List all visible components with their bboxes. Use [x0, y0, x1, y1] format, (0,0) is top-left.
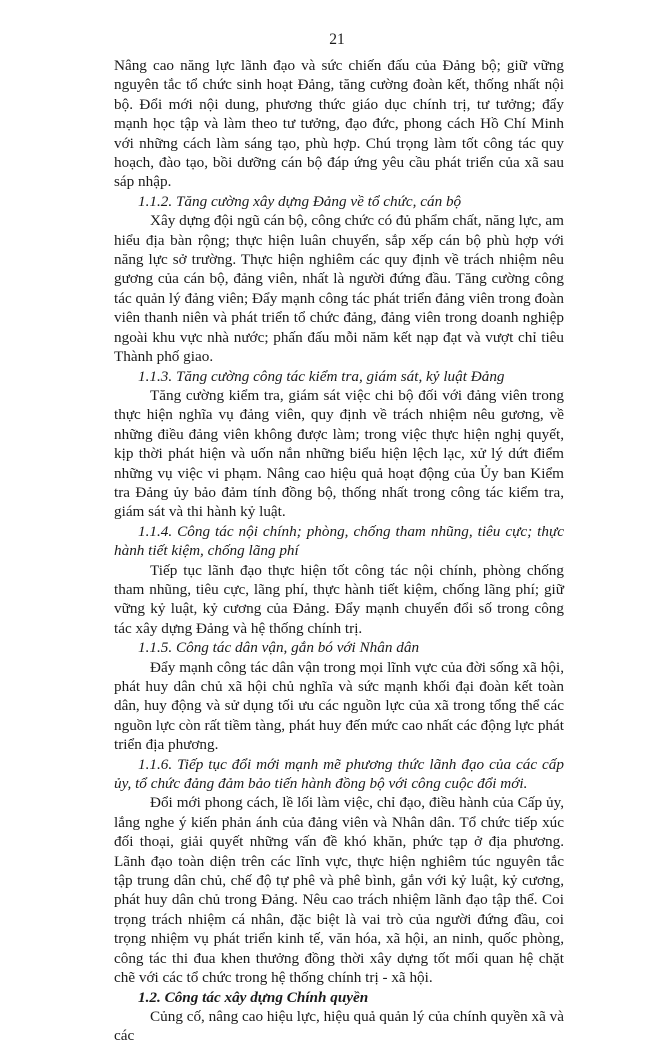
- heading-1-1-2: 1.1.2. Tăng cường xây dựng Đảng về tổ chức, cán bộ: [138, 192, 462, 210]
- paragraph-cadre-building: Xây dựng đội ngũ cán bộ, công chức có đủ phẩm chất, năng lực, am hiểu địa bàn rộng; thực hiện luân chuyển, sắp xếp cán bộ phù hợp với năng lực sở trường. Thực hiện nghiêm các quy định về trách nhiệm nêu gương của cán bộ, đảng viên, nhất là người đứng đầu. Tăng cường công tác quản lý đảng viên; Đẩy mạnh công tác phát triển đảng viên trong đoàn viên thanh niên và phát triển tổ chức đảng, đảng viên trong doanh nghiệp ngoài khu vực nhà nước; phấn đấu mỗi năm kết nạp đạt và vượt chỉ tiêu Thành phố giao.: [114, 212, 564, 366]
- heading-1-2: 1.2. Công tác xây dựng Chính quyền: [138, 988, 369, 1006]
- paragraph-leadership-method: Đổi mới phong cách, lề lối làm việc, chỉ đạo, điều hành của Cấp ủy, lắng nghe ý kiến phản ánh của đảng viên và Nhân dân. Tổ chức tiếp xúc đối thoại, giải quyết những vấn đề khó khăn, phức tạp ở địa phương. Lãnh đạo toàn diện trên các lĩnh vực, thực hiện nghiêm túc nguyên tắc tập trung dân chủ, chế độ tự phê và phê bình, gắn với kỷ luật, kỷ cương, phát huy dân chủ trong Đảng. Nêu cao trách nhiệm lãnh đạo tập thể. Coi trọng trách nhiệm cá nhân, đặc biệt là vai trò của người đứng đầu, coi trọng nhiệm vụ phát triển kinh tế, văn hóa, xã hội, an ninh, quốc phòng, công tác thi đua khen thưởng đồng thời xây dựng tốt mối quan hệ chặt chẽ với các tổ chức trong hệ thống chính trị - xã hội.: [114, 794, 564, 987]
- paragraph-inspection: Tăng cường kiểm tra, giám sát việc chi bộ đối với đảng viên trong thực hiện nghĩa vụ đảng viên, quy định về trách nhiệm nêu gương, về những điều đảng viên không được làm; trong việc thực hiện nghị quyết, kịp thời phát hiện và uốn nắn những biểu hiện lệch lạc, xử lý dứt điểm những vụ việc vi phạm. Nâng cao hiệu quả hoạt động của Ủy ban Kiểm tra Đảng ủy bảo đảm tính đồng bộ, thống nhất trong công tác kiểm tra, giám sát và thi hành kỷ luật.: [114, 386, 564, 521]
- paragraph-party-leadership: Nâng cao năng lực lãnh đạo và sức chiến đấu của Đảng bộ; giữ vững nguyên tắc tổ chức sinh hoạt Đảng, tăng cường đoàn kết, thống nhất nội bộ. Đổi mới nội dung, phương thức giáo dục chính trị, tư tưởng; đẩy mạnh học tập và làm theo tư tưởng, đạo đức, phong cách Hồ Chí Minh với những cách làm sáng tạo, phù hợp. Chú trọng làm tốt công tác quy hoạch, đào tạo, bồi dưỡng cán bộ đáp ứng yêu cầu phát triển của xã sau sáp nhập.: [114, 57, 564, 191]
- heading-1-1-6: 1.1.6. Tiếp tục đổi mới mạnh mẽ phương thức lãnh đạo của các cấp ủy, tổ chức đảng đảm bảo tiến hành đồng bộ với công cuộc đổi mới.: [114, 755, 564, 793]
- paragraph-anti-corruption: Tiếp tục lãnh đạo thực hiện tốt công tác nội chính, phòng chống tham nhũng, tiêu cực, lãng phí, thực hành tiết kiệm, chống lãng phí; giữ vững kỷ luật, kỷ cương của Đảng. Đẩy mạnh chuyển đổi số trong công tác xây dựng Đảng và hệ thống chính trị.: [114, 561, 564, 637]
- paragraph-mass-mobilization: Đẩy mạnh công tác dân vận trong mọi lĩnh vực của đời sống xã hội, phát huy dân chủ xã hội chủ nghĩa và sức mạnh khối đại đoàn kết toàn dân, huy động và sử dụng tối ưu các nguồn lực của xã trong tổng thể các nguồn lực còn rất tiềm tàng, phát huy đến mức cao nhất các động lực phát triển địa phương.: [114, 658, 564, 754]
- heading-1-1-4: 1.1.4. Công tác nội chính; phòng, chống tham nhũng, tiêu cực; thực hành tiết kiệm, chống lãng phí: [114, 522, 564, 560]
- paragraph-government-building: Củng cố, nâng cao hiệu lực, hiệu quả quản lý của chính quyền xã và các: [114, 1007, 564, 1045]
- heading-1-1-3: 1.1.3. Tăng cường công tác kiểm tra, giám sát, kỷ luật Đảng: [138, 367, 505, 385]
- page-number: 21: [329, 31, 345, 48]
- heading-1-1-5: 1.1.5. Công tác dân vận, gắn bó với Nhân dân: [138, 639, 420, 657]
